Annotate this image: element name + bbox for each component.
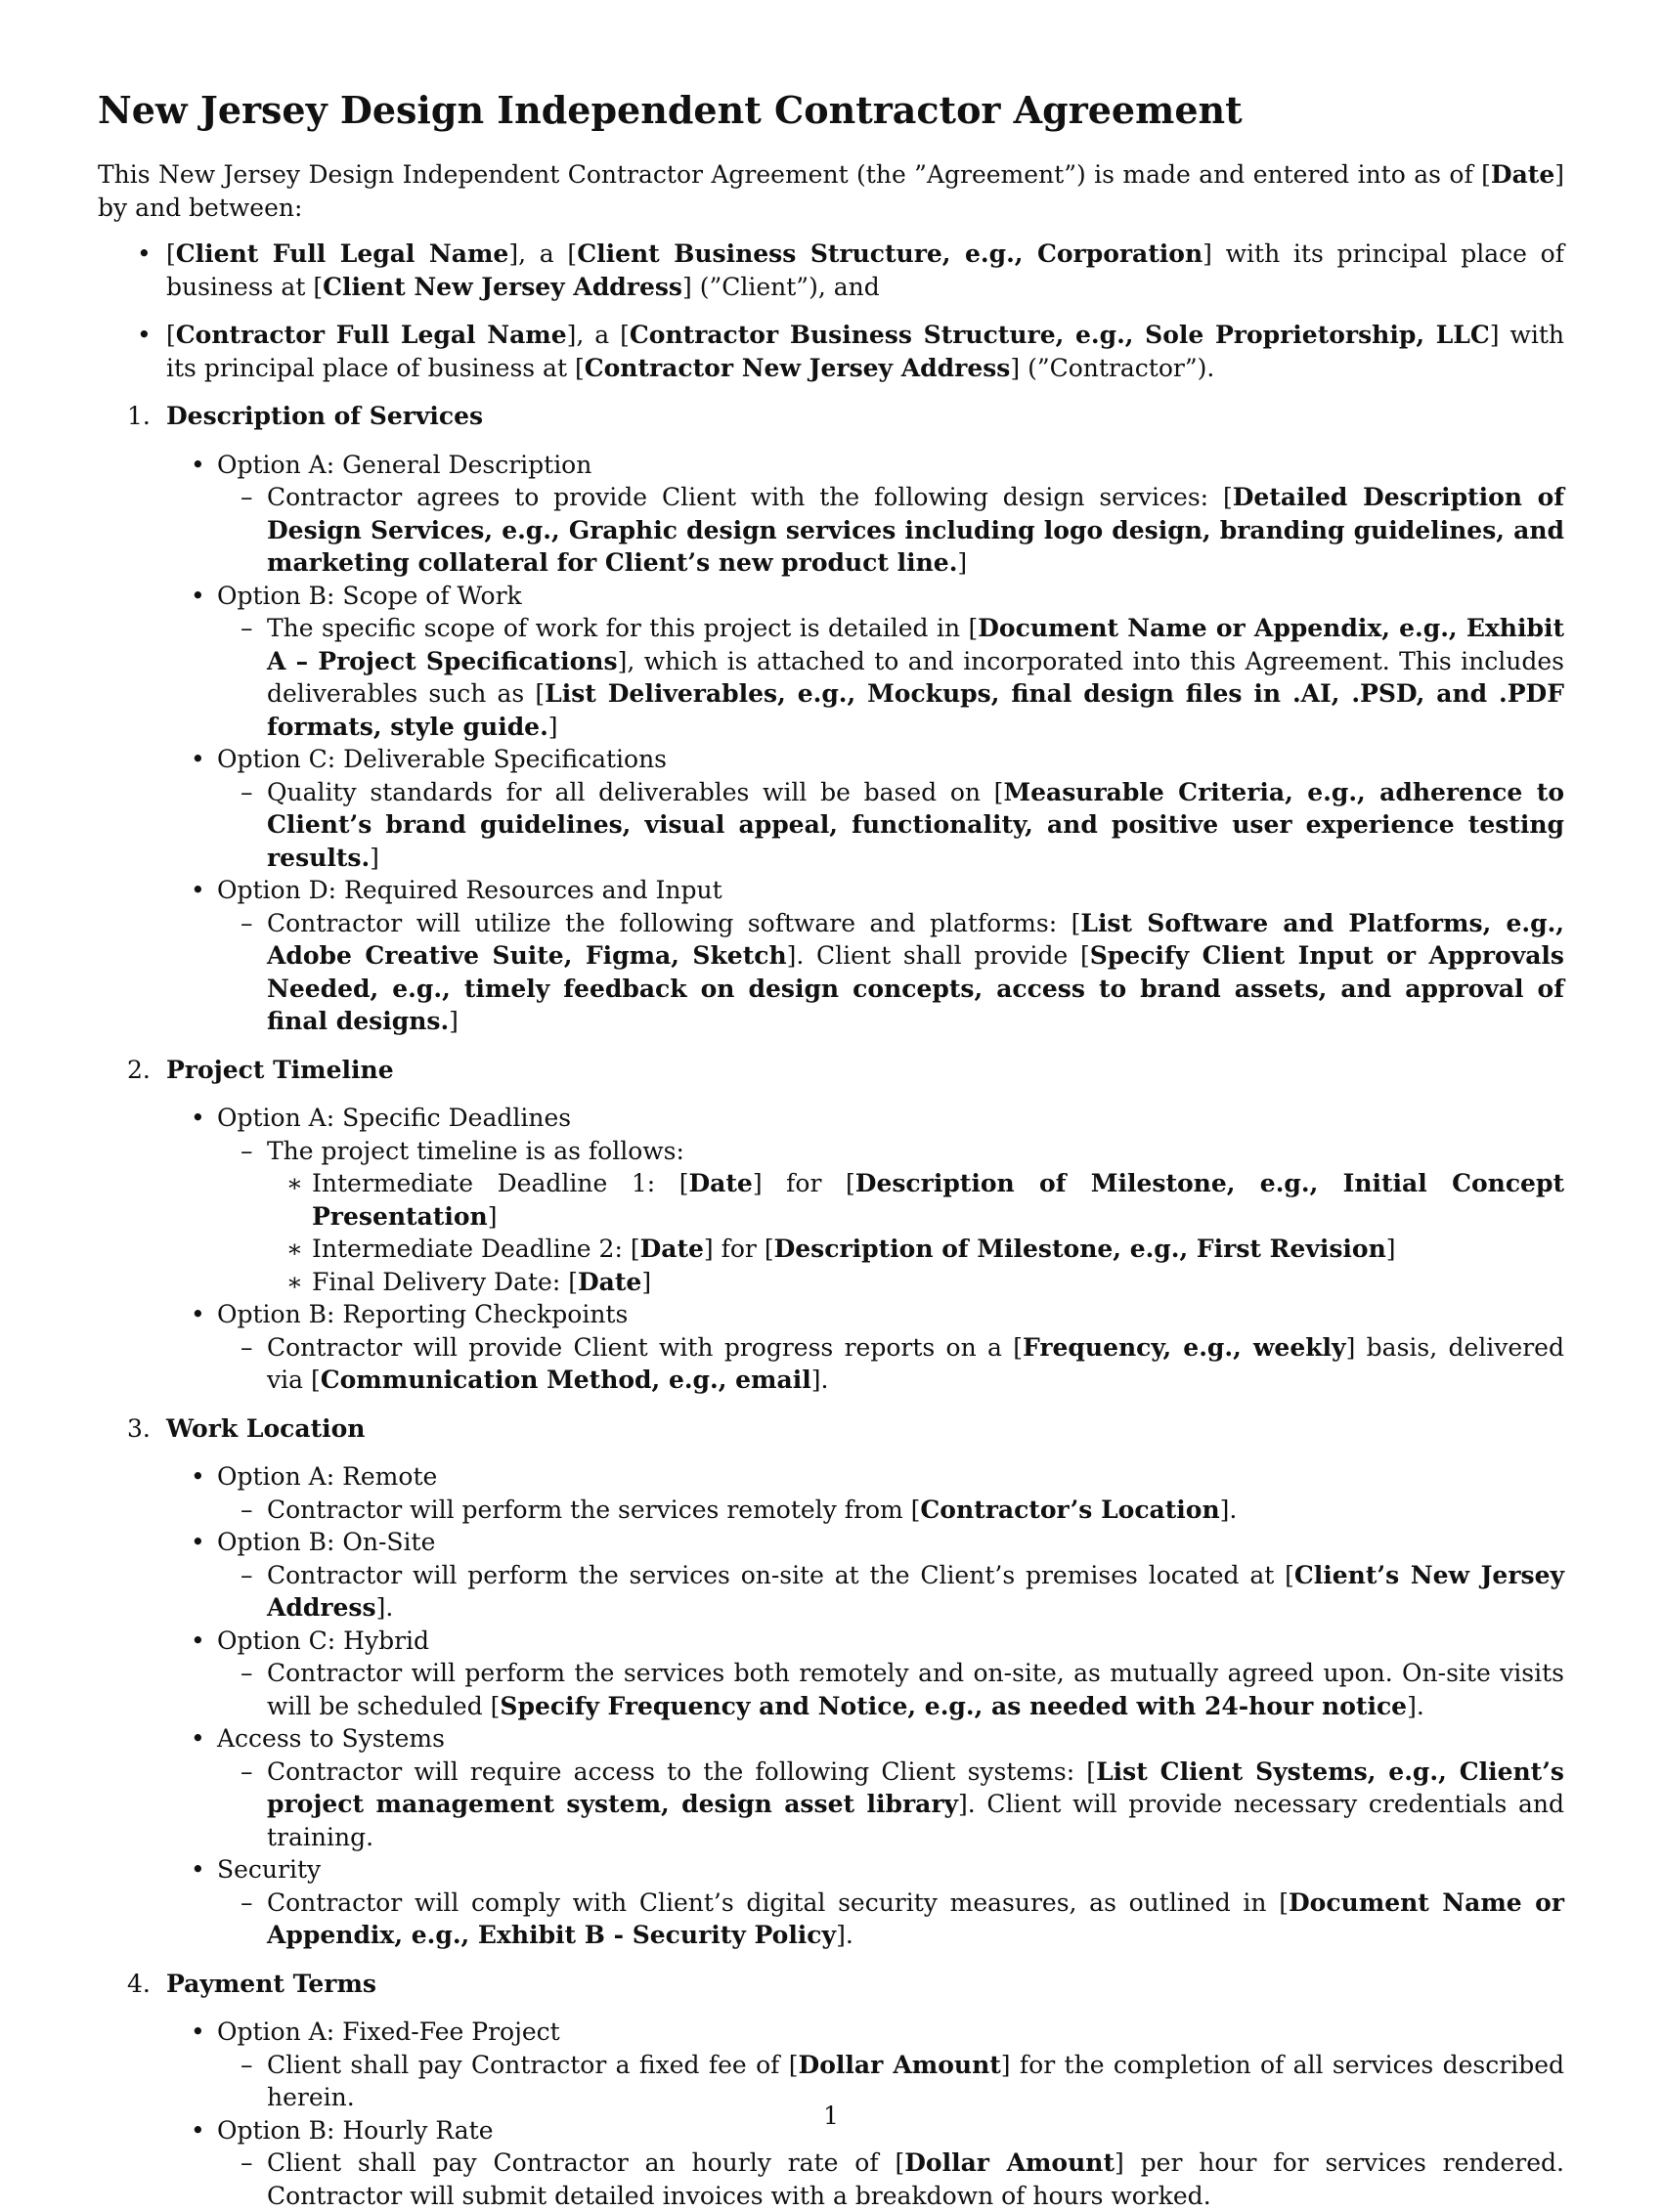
section-number: 4.	[127, 1968, 151, 2001]
party-contractor: • [Contractor Full Legal Name], a [Contractor Business Structure, e.g., Sole Proprietorship, LLC] with its principal place of business at [Contractor New Jersey Address] (”Contractor”).	[98, 319, 1564, 384]
option-item: • Option A: Remote – Contractor will perform the services remotely from [Contractor’s Location].	[157, 1460, 1564, 1526]
sections-list	[98, 400, 1564, 2212]
option-detail: – Contractor will perform the services both remotely and on-site, as mutually agreed upon. On-site visits will be scheduled [Specify Frequency and Notice, e.g., as needed with 24-hour notice].	[217, 1657, 1564, 1722]
section-payment-terms	[98, 1968, 1564, 2212]
option-detail: – Contractor will utilize the following software and platforms: [List Software and Platforms, e.g., Adobe Creative Suite, Figma, Sketch]. Client shall provide [Specify Client Input or Approvals Needed, e.g., timely feedback on design concepts, access to brand assets, and approval of final designs.]	[217, 907, 1564, 1038]
section-work-location	[98, 1412, 1564, 1952]
section-title: Payment Terms	[166, 1968, 1564, 2001]
option-detail: – Contractor will perform the services on-site at the Client’s premises located at [Client’s New Jersey Address].	[217, 1559, 1564, 1625]
section-title: Description of Services	[166, 400, 1564, 433]
option-detail: – Client shall pay Contractor a fixed fee of [Dollar Amount] for the completion of all services described herein.	[217, 2049, 1564, 2114]
option-detail: – Contractor will perform the services remotely from [Contractor’s Location].	[217, 1494, 1564, 1527]
option-item: • Option D: Required Resources and Input – Contractor will utilize the following software and platforms: [List Software and Platforms, e.g., Adobe Creative Suite, Figma, Sketch]. Client shall provide [Specify Client Input or Approvals Needed, e.g., timely feedback on design concepts, access to brand assets, and approval of final designs.]	[157, 874, 1564, 1038]
party-client: • [Client Full Legal Name], a [Client Business Structure, e.g., Corporation] with its principal place of business at [Client New Jersey Address] (”Client”), and	[98, 238, 1564, 303]
option-item: • Option A: Fixed-Fee Project – Client shall pay Contractor a fixed fee of [Dollar Amount] for the completion of all services described herein.	[157, 2016, 1564, 2114]
option-detail: – The project timeline is as follows: ∗ Intermediate Deadline 1: [Date] for [Description of Milestone, e.g., Initial Concept Presentation] ∗ Intermediate Deadline 2: [Date] for [Description of Milestone, e.g., First Revision] ∗ Final Delivery Date: [Date]	[217, 1135, 1564, 1299]
section-number: 2.	[127, 1054, 151, 1087]
option-item: • Option C: Deliverable Specifications – Quality standards for all deliverables will be based on [Measurable Criteria, e.g., adherence to Client’s brand guidelines, visual appeal, functionality, and positive user experience testing results.]	[157, 743, 1564, 874]
section-number: 1.	[127, 400, 151, 433]
option-detail: – The specific scope of work for this project is detailed in [Document Name or Appendix, e.g., Exhibit A – Project Specifications], which is attached to and incorporated into this Agreement. This includes deliverables such as [List Deliverables, e.g., Mockups, final design files in .AI, .PSD, and .PDF formats, style guide.]	[217, 612, 1564, 743]
option-detail: – Quality standards for all deliverables will be based on [Measurable Criteria, e.g., adherence to Client’s brand guidelines, visual appeal, functionality, and positive user experience testing results.]	[217, 776, 1564, 875]
option-item: • Option B: Hourly Rate – Client shall pay Contractor an hourly rate of [Dollar Amount] per hour for services rendered. Contractor will submit detailed invoices with a breakdown of hours worked.	[157, 2114, 1564, 2212]
milestone-item: ∗ Intermediate Deadline 2: [Date] for [Description of Milestone, e.g., First Revision]	[267, 1233, 1564, 1266]
option-item: • Option C: Hybrid – Contractor will perform the services both remotely and on-site, as mutually agreed upon. On-site visits will be scheduled [Specify Frequency and Notice, e.g., as needed with 24-hour notice].	[157, 1625, 1564, 1723]
option-item: • Option B: Scope of Work – The specific scope of work for this project is detailed in [Document Name or Appendix, e.g., Exhibit A – Project Specifications], which is attached to and incorporated into this Agreement. This includes deliverables such as [List Deliverables, e.g., Mockups, final design files in .AI, .PSD, and .PDF formats, style guide.]	[157, 580, 1564, 744]
option-detail: – Contractor will comply with Client’s digital security measures, as outlined in [Document Name or Appendix, e.g., Exhibit B - Security Policy].	[217, 1887, 1564, 1952]
section-title: Work Location	[166, 1412, 1564, 1446]
section-project-timeline	[98, 1054, 1564, 1397]
option-item: • Access to Systems – Contractor will require access to the following Client systems: [List Client Systems, e.g., Client’s project management system, design asset library]. Client will provide necessary credentials and training.	[157, 1722, 1564, 1853]
option-detail: – Client shall pay Contractor an hourly rate of [Dollar Amount] per hour for services rendered. Contractor will submit detailed invoices with a breakdown of hours worked.	[217, 2147, 1564, 2212]
section-number: 3.	[127, 1412, 151, 1446]
option-detail: – Contractor agrees to provide Client with the following design services: [Detailed Description of Design Services, e.g., Graphic design services including logo design, branding guidelines, and marketing collateral for Client’s new product line.]	[217, 481, 1564, 580]
option-item: • Option A: Specific Deadlines – The project timeline is as follows: ∗ Intermediate Deadline 1: [Date] for [Description of Milestone, e.g., Initial Concept Presentation] ∗ Intermediate Deadline 2: [Date] for [Description of Milestone, e.g., First Revision] ∗ Final Delivery Date: [Date]	[157, 1102, 1564, 1298]
option-item: • Option B: On-Site – Contractor will perform the services on-site at the Client’s premises located at [Client’s New Jersey Address].	[157, 1526, 1564, 1625]
parties-list	[98, 238, 1564, 384]
page-number: 1	[0, 2102, 1662, 2130]
milestone-item: ∗ Final Delivery Date: [Date]	[267, 1266, 1564, 1299]
section-description-of-services	[98, 400, 1564, 1038]
option-item: • Option A: General Description – Contractor agrees to provide Client with the following design services: [Detailed Description of Design Services, e.g., Graphic design services including logo design, branding guidelines, and marketing collateral for Client’s new product line.]	[157, 449, 1564, 580]
option-detail: – Contractor will require access to the following Client systems: [List Client Systems, e.g., Client’s project management system, design asset library]. Client will provide necessary credentials and training.	[217, 1756, 1564, 1854]
option-detail: – Contractor will provide Client with progress reports on a [Frequency, e.g., weekly] basis, delivered via [Communication Method, e.g., email].	[217, 1331, 1564, 1397]
document-title: New Jersey Design Independent Contractor Agreement	[98, 86, 1564, 135]
document-page	[98, 86, 1564, 2212]
option-item: • Security – Contractor will comply with Client’s digital security measures, as outlined in [Document Name or Appendix, e.g., Exhibit B - Security Policy].	[157, 1853, 1564, 1952]
milestone-item: ∗ Intermediate Deadline 1: [Date] for [Description of Milestone, e.g., Initial Concept Presentation]	[267, 1167, 1564, 1233]
section-title: Project Timeline	[166, 1054, 1564, 1087]
option-item: • Option B: Reporting Checkpoints – Contractor will provide Client with progress reports on a [Frequency, e.g., weekly] basis, delivered via [Communication Method, e.g., email].	[157, 1298, 1564, 1397]
intro-paragraph: This New Jersey Design Independent Contractor Agreement (the ”Agreement”) is made and entered into as of [Date] by and between:	[98, 158, 1564, 224]
